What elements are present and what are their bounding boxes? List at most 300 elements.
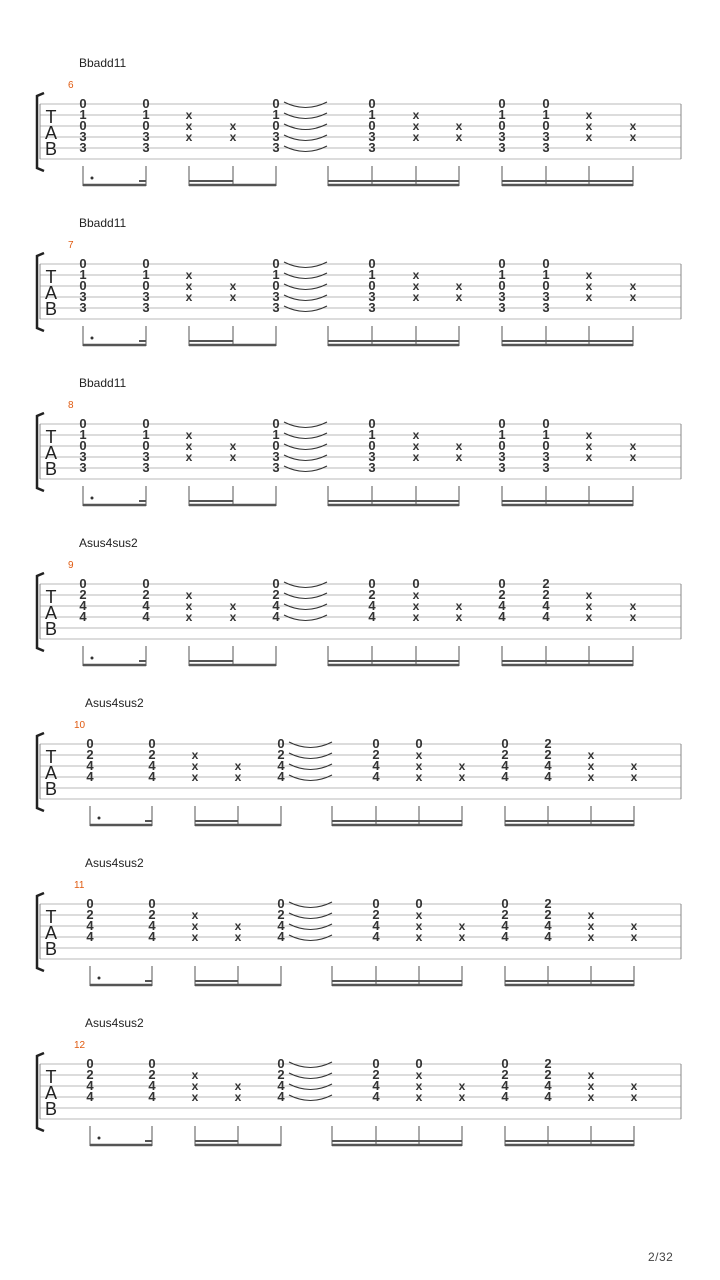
fret-number: 2 <box>501 1067 509 1082</box>
fret-number: 0 <box>272 118 280 133</box>
fret-number: 2 <box>277 907 285 922</box>
dead-note: x <box>229 279 237 293</box>
dead-note: x <box>587 1068 595 1082</box>
dead-note: x <box>185 588 193 602</box>
fret-number: 2 <box>372 747 380 762</box>
tie-arc <box>284 135 327 141</box>
fret-number: 0 <box>86 896 94 911</box>
fret-number: 2 <box>272 587 280 602</box>
fret-number: 1 <box>142 267 150 282</box>
fret-number: 0 <box>498 438 506 453</box>
dead-note: x <box>629 279 637 293</box>
tie-arc <box>284 102 327 108</box>
dead-note: x <box>412 599 420 613</box>
tie-arc <box>289 935 332 941</box>
measure-number: 6 <box>68 80 74 91</box>
fret-number: 4 <box>501 1078 509 1093</box>
tie-arc <box>284 262 327 268</box>
tie-arc <box>284 422 327 428</box>
fret-number: 0 <box>272 416 280 431</box>
fret-number: 3 <box>542 449 550 464</box>
fret-number: 0 <box>368 96 376 111</box>
fret-number: 3 <box>498 300 506 315</box>
dead-note: x <box>229 439 237 453</box>
fret-number: 0 <box>368 438 376 453</box>
fret-number: 0 <box>142 438 150 453</box>
fret-number: 4 <box>544 1089 552 1104</box>
fret-number: 1 <box>272 107 280 122</box>
tab-system <box>0 536 720 696</box>
tab-system <box>0 1016 720 1176</box>
fret-number: 0 <box>272 96 280 111</box>
fret-number: 1 <box>542 267 550 282</box>
tie-arc <box>284 273 327 279</box>
tie-arc <box>289 1084 332 1090</box>
fret-number: 0 <box>498 576 506 591</box>
fret-number: 0 <box>498 118 506 133</box>
measure-number: 12 <box>74 1040 86 1051</box>
fret-number: 0 <box>277 896 285 911</box>
tie-arc <box>284 604 327 610</box>
tab-clef-letter: T <box>45 587 57 607</box>
fret-number: 1 <box>79 107 87 122</box>
chord-name: Asus4sus2 <box>85 696 144 710</box>
fret-number: 4 <box>79 598 87 613</box>
fret-number: 3 <box>142 289 150 304</box>
dead-note: x <box>585 119 593 133</box>
tie-arc <box>284 582 327 588</box>
fret-number: 4 <box>544 758 552 773</box>
fret-number: 4 <box>272 598 280 613</box>
fret-number: 4 <box>372 758 380 773</box>
fret-number: 4 <box>542 609 550 624</box>
fret-number: 0 <box>142 278 150 293</box>
dead-note: x <box>234 930 242 944</box>
fret-number: 1 <box>368 427 376 442</box>
dead-note: x <box>458 919 466 933</box>
dead-note: x <box>630 930 638 944</box>
fret-number: 1 <box>368 107 376 122</box>
fret-number: 4 <box>372 1089 380 1104</box>
dead-note: x <box>455 290 463 304</box>
dead-note: x <box>185 119 193 133</box>
dead-note: x <box>412 279 420 293</box>
fret-number: 0 <box>542 96 550 111</box>
dead-note: x <box>412 108 420 122</box>
fret-number: 4 <box>498 598 506 613</box>
fret-number: 0 <box>542 416 550 431</box>
dead-note: x <box>191 1079 199 1093</box>
dead-note: x <box>191 770 199 784</box>
page-number: 2/32 <box>648 1250 674 1264</box>
fret-number: 4 <box>501 769 509 784</box>
dead-note: x <box>455 119 463 133</box>
dead-note: x <box>587 908 595 922</box>
dead-note: x <box>185 450 193 464</box>
fret-number: 4 <box>86 918 94 933</box>
dead-note: x <box>587 770 595 784</box>
fret-number: 4 <box>86 758 94 773</box>
fret-number: 2 <box>148 1067 156 1082</box>
fret-number: 0 <box>86 736 94 751</box>
dead-note: x <box>585 439 593 453</box>
fret-number: 0 <box>498 278 506 293</box>
dead-note: x <box>415 1079 423 1093</box>
fret-number: 2 <box>544 747 552 762</box>
fret-number: 3 <box>79 460 87 475</box>
tab-clef-letter: A <box>44 603 58 623</box>
tie-arc <box>289 753 332 759</box>
dead-note: x <box>629 130 637 144</box>
fret-number: 4 <box>86 769 94 784</box>
tie-arc <box>284 146 327 152</box>
tab-system <box>0 696 720 856</box>
tie-arc <box>284 295 327 301</box>
dead-note: x <box>229 290 237 304</box>
rhythm-dot <box>91 657 94 660</box>
fret-number: 3 <box>368 460 376 475</box>
dead-note: x <box>234 1090 242 1104</box>
fret-number: 3 <box>498 140 506 155</box>
tie-arc <box>284 593 327 599</box>
tie-arc <box>289 1095 332 1101</box>
tie-arc <box>284 455 327 461</box>
fret-number: 2 <box>86 907 94 922</box>
dead-note: x <box>587 930 595 944</box>
tie-arc <box>284 433 327 439</box>
tab-staff <box>0 1016 720 1176</box>
dead-note: x <box>587 748 595 762</box>
tie-arc <box>284 444 327 450</box>
fret-number: 2 <box>372 1067 380 1082</box>
tie-arc <box>289 924 332 930</box>
rhythm-dot <box>98 1137 101 1140</box>
dead-note: x <box>585 279 593 293</box>
tab-clef-letter: B <box>44 1099 58 1119</box>
fret-number: 1 <box>142 107 150 122</box>
measure-number: 8 <box>68 400 74 411</box>
fret-number: 2 <box>501 907 509 922</box>
fret-number: 0 <box>368 416 376 431</box>
dead-note: x <box>415 748 423 762</box>
dead-note: x <box>185 268 193 282</box>
dead-note: x <box>458 930 466 944</box>
tab-clef-letter: A <box>44 443 58 463</box>
dead-note: x <box>191 930 199 944</box>
dead-note: x <box>415 1068 423 1082</box>
chord-name: Asus4sus2 <box>79 536 138 550</box>
fret-number: 2 <box>86 747 94 762</box>
dead-note: x <box>412 588 420 602</box>
tab-clef-letter: B <box>44 779 58 799</box>
tab-clef-letter: T <box>45 747 57 767</box>
dead-note: x <box>185 428 193 442</box>
rhythm-dot <box>91 497 94 500</box>
tie-arc <box>284 615 327 621</box>
dead-note: x <box>585 290 593 304</box>
tie-arc <box>289 1062 332 1068</box>
fret-number: 3 <box>272 460 280 475</box>
fret-number: 1 <box>542 107 550 122</box>
dead-note: x <box>587 1079 595 1093</box>
fret-number: 4 <box>277 758 285 773</box>
chord-name: Bbadd11 <box>79 56 127 70</box>
fret-number: 2 <box>498 587 506 602</box>
dead-note: x <box>630 759 638 773</box>
dead-note: x <box>415 759 423 773</box>
dead-note: x <box>630 919 638 933</box>
fret-number: 3 <box>142 129 150 144</box>
fret-number: 1 <box>542 427 550 442</box>
dead-note: x <box>455 130 463 144</box>
dead-note: x <box>234 759 242 773</box>
tab-clef-letter: B <box>44 459 58 479</box>
dead-note: x <box>185 279 193 293</box>
fret-number: 0 <box>415 896 423 911</box>
fret-number: 3 <box>498 289 506 304</box>
dead-note: x <box>415 1090 423 1104</box>
fret-number: 4 <box>544 929 552 944</box>
fret-number: 4 <box>272 609 280 624</box>
fret-number: 2 <box>148 747 156 762</box>
fret-number: 0 <box>79 118 87 133</box>
tab-staff <box>0 216 720 376</box>
fret-number: 4 <box>148 918 156 933</box>
dead-note: x <box>191 1090 199 1104</box>
chord-name: Bbadd11 <box>79 216 127 230</box>
dead-note: x <box>229 119 237 133</box>
fret-number: 1 <box>142 427 150 442</box>
dead-note: x <box>585 610 593 624</box>
dead-note: x <box>412 439 420 453</box>
dead-note: x <box>458 1090 466 1104</box>
dead-note: x <box>629 610 637 624</box>
fret-number: 1 <box>79 267 87 282</box>
fret-number: 4 <box>86 1078 94 1093</box>
fret-number: 2 <box>148 907 156 922</box>
tie-arc <box>284 306 327 312</box>
tab-clef-letter: B <box>44 299 58 319</box>
dead-note: x <box>191 759 199 773</box>
rhythm-dot <box>98 977 101 980</box>
tab-clef-letter: A <box>44 123 58 143</box>
chord-name: Asus4sus2 <box>85 1016 144 1030</box>
fret-number: 0 <box>542 256 550 271</box>
dead-note: x <box>630 1079 638 1093</box>
fret-number: 4 <box>79 609 87 624</box>
fret-number: 4 <box>501 929 509 944</box>
dead-note: x <box>585 450 593 464</box>
tie-arc <box>289 902 332 908</box>
tab-clef-letter: A <box>44 1083 58 1103</box>
fret-number: 3 <box>368 289 376 304</box>
fret-number: 2 <box>544 1067 552 1082</box>
fret-number: 1 <box>79 427 87 442</box>
dead-note: x <box>629 439 637 453</box>
fret-number: 4 <box>86 1089 94 1104</box>
fret-number: 1 <box>498 107 506 122</box>
fret-number: 0 <box>542 438 550 453</box>
fret-number: 3 <box>79 140 87 155</box>
dead-note: x <box>415 930 423 944</box>
tab-clef-letter: A <box>44 283 58 303</box>
rhythm-dot <box>91 337 94 340</box>
fret-number: 4 <box>544 918 552 933</box>
fret-number: 0 <box>501 896 509 911</box>
fret-number: 0 <box>272 438 280 453</box>
dead-note: x <box>185 290 193 304</box>
fret-number: 4 <box>544 769 552 784</box>
tab-clef-letter: T <box>45 267 57 287</box>
dead-note: x <box>585 588 593 602</box>
dead-note: x <box>455 450 463 464</box>
fret-number: 3 <box>272 129 280 144</box>
fret-number: 2 <box>542 576 550 591</box>
dead-note: x <box>585 130 593 144</box>
tab-system <box>0 376 720 536</box>
fret-number: 2 <box>542 587 550 602</box>
fret-number: 2 <box>79 587 87 602</box>
dead-note: x <box>412 119 420 133</box>
dead-note: x <box>585 599 593 613</box>
fret-number: 0 <box>277 736 285 751</box>
fret-number: 0 <box>277 1056 285 1071</box>
fret-number: 0 <box>272 576 280 591</box>
fret-number: 0 <box>142 416 150 431</box>
fret-number: 4 <box>368 598 376 613</box>
dead-note: x <box>458 1079 466 1093</box>
dead-note: x <box>191 919 199 933</box>
fret-number: 0 <box>368 118 376 133</box>
fret-number: 1 <box>498 267 506 282</box>
dead-note: x <box>412 428 420 442</box>
dead-note: x <box>585 268 593 282</box>
fret-number: 0 <box>368 576 376 591</box>
fret-number: 3 <box>142 460 150 475</box>
fret-number: 4 <box>148 1089 156 1104</box>
dead-note: x <box>185 610 193 624</box>
tab-clef-letter: B <box>44 619 58 639</box>
fret-number: 4 <box>544 1078 552 1093</box>
tab-clef-letter: A <box>44 923 58 943</box>
dead-note: x <box>234 770 242 784</box>
fret-number: 4 <box>501 918 509 933</box>
fret-number: 3 <box>542 129 550 144</box>
fret-number: 3 <box>272 300 280 315</box>
fret-number: 4 <box>372 1078 380 1093</box>
fret-number: 3 <box>498 449 506 464</box>
fret-number: 3 <box>142 449 150 464</box>
tie-arc <box>289 775 332 781</box>
fret-number: 4 <box>368 609 376 624</box>
fret-number: 3 <box>498 460 506 475</box>
fret-number: 0 <box>79 576 87 591</box>
tie-arc <box>284 466 327 472</box>
fret-number: 0 <box>272 278 280 293</box>
fret-number: 4 <box>142 598 150 613</box>
tab-clef-letter: T <box>45 107 57 127</box>
fret-number: 2 <box>501 747 509 762</box>
fret-number: 1 <box>498 427 506 442</box>
fret-number: 3 <box>79 300 87 315</box>
tab-clef-letter: B <box>44 939 58 959</box>
dead-note: x <box>229 610 237 624</box>
fret-number: 4 <box>148 758 156 773</box>
fret-number: 0 <box>79 278 87 293</box>
fret-number: 0 <box>148 1056 156 1071</box>
dead-note: x <box>229 450 237 464</box>
fret-number: 3 <box>272 449 280 464</box>
dead-note: x <box>629 599 637 613</box>
tie-arc <box>289 764 332 770</box>
dead-note: x <box>585 108 593 122</box>
fret-number: 4 <box>148 769 156 784</box>
tab-staff <box>0 696 720 856</box>
dead-note: x <box>587 759 595 773</box>
fret-number: 0 <box>501 736 509 751</box>
fret-number: 0 <box>415 1056 423 1071</box>
tab-clef-letter: T <box>45 1067 57 1087</box>
measure-number: 7 <box>68 240 74 251</box>
tab-system <box>0 856 720 1016</box>
fret-number: 3 <box>542 140 550 155</box>
tab-staff <box>0 56 720 216</box>
dead-note: x <box>412 268 420 282</box>
dead-note: x <box>630 1090 638 1104</box>
fret-number: 0 <box>412 576 420 591</box>
fret-number: 3 <box>542 289 550 304</box>
fret-number: 3 <box>142 300 150 315</box>
tab-staff <box>0 856 720 1016</box>
fret-number: 3 <box>368 449 376 464</box>
fret-number: 0 <box>372 896 380 911</box>
fret-number: 0 <box>79 96 87 111</box>
chord-name: Bbadd11 <box>79 376 127 390</box>
fret-number: 0 <box>372 736 380 751</box>
fret-number: 0 <box>148 896 156 911</box>
fret-number: 0 <box>79 438 87 453</box>
dead-note: x <box>630 770 638 784</box>
dead-note: x <box>455 599 463 613</box>
measure-number: 11 <box>74 880 85 891</box>
fret-number: 4 <box>148 929 156 944</box>
dead-note: x <box>412 450 420 464</box>
rhythm-dot <box>91 177 94 180</box>
rhythm-dot <box>98 817 101 820</box>
fret-number: 4 <box>277 1089 285 1104</box>
tie-arc <box>289 913 332 919</box>
tab-staff <box>0 376 720 536</box>
fret-number: 3 <box>542 460 550 475</box>
fret-number: 4 <box>501 1089 509 1104</box>
fret-number: 0 <box>372 1056 380 1071</box>
fret-number: 3 <box>79 129 87 144</box>
dead-note: x <box>412 610 420 624</box>
tab-clef-letter: T <box>45 907 57 927</box>
dead-note: x <box>629 119 637 133</box>
measure-number: 9 <box>68 560 74 571</box>
fret-number: 1 <box>272 427 280 442</box>
dead-note: x <box>185 599 193 613</box>
dead-note: x <box>191 908 199 922</box>
tab-clef-letter: B <box>44 139 58 159</box>
tab-system <box>0 56 720 216</box>
fret-number: 0 <box>501 1056 509 1071</box>
dead-note: x <box>587 1090 595 1104</box>
fret-number: 1 <box>368 267 376 282</box>
fret-number: 4 <box>148 1078 156 1093</box>
tie-arc <box>284 284 327 290</box>
